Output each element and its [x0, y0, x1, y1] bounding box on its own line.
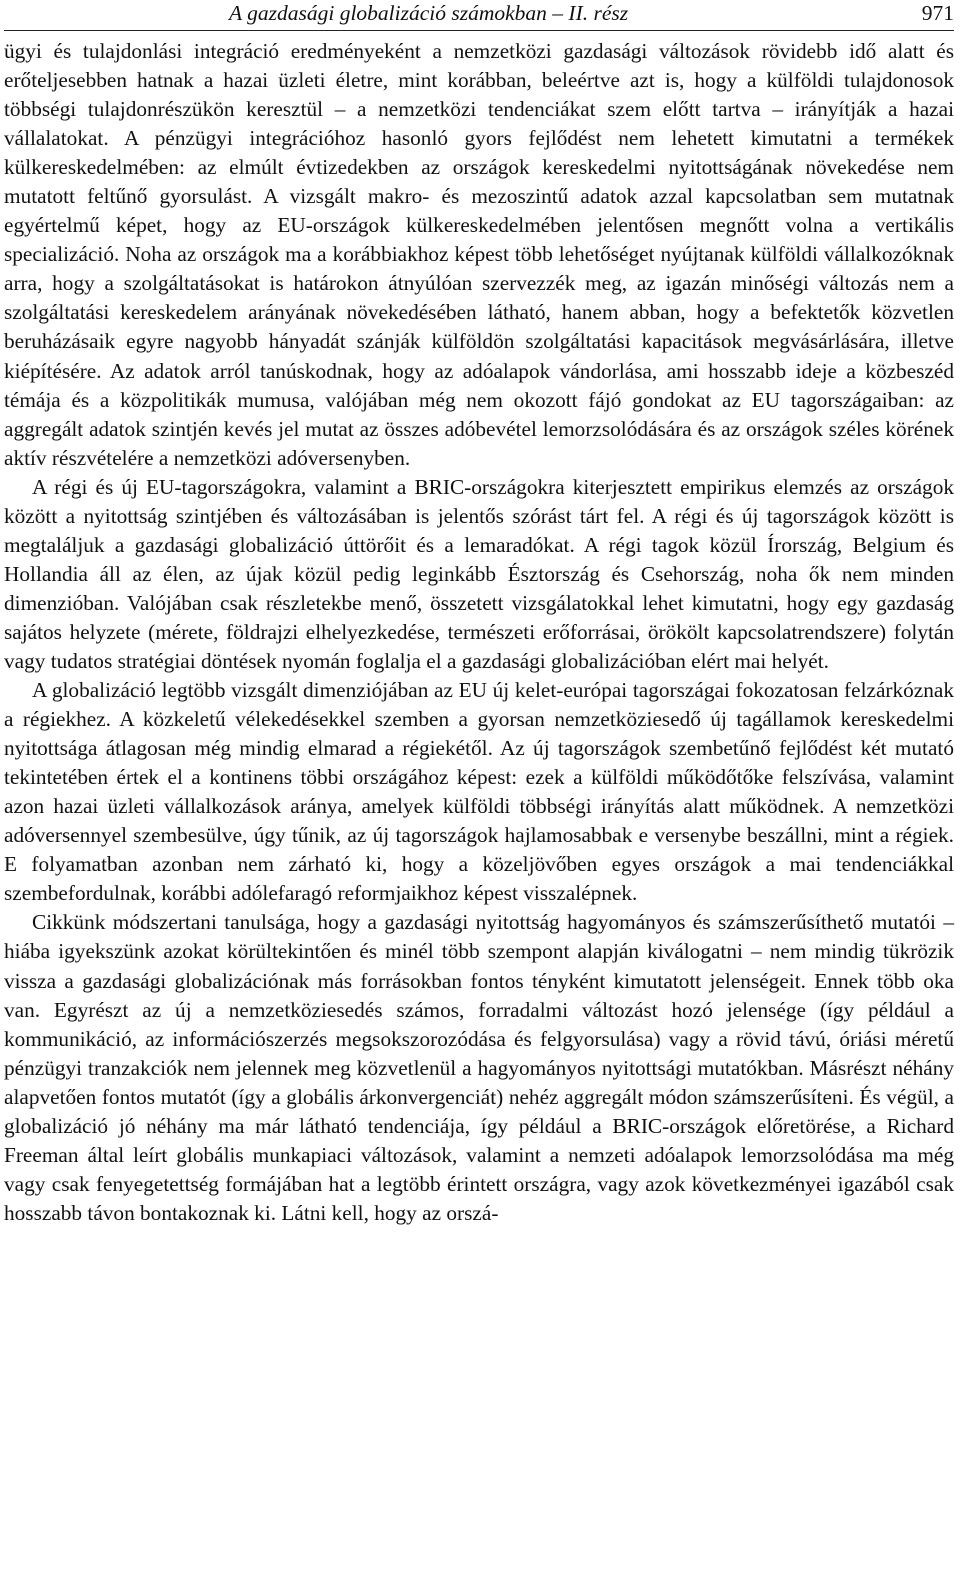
paragraph: A régi és új EU-tagországokra, valamint a BRIC-országokra kiterjesztett empirikus elemzés az országok között a nyitottság szintjében és változásában is jelentős szórást tárt fel. A régi és új tagországok között is megtaláljuk a gazdasági globalizáció úttörőit és a lemaradókat. A régi tagok közül Írország, Belgium és Hollandia áll az élen, az újak közül pedig leginkább Észtország és Csehország, noha ők nem minden dimenzióban. Valójában csak részletekbe menő, összetett vizsgálatokkal lehet kimutatni, hogy egy gazdaság sajátos helyzete (mérete, földrajzi elhelyezkedése, természeti erőforrásai, örökölt kapcsolatrendszere) folytán vagy tudatos stratégiai döntések nyomán foglalja el a gazdasági globalizációban elért mai helyét.: [4, 474, 954, 673]
running-header: [4, 0, 954, 31]
running-title: A gazdasági globalizáció számokban – II. rész: [229, 1, 629, 25]
paragraph-continued: ügyi és tulajdonlási integráció eredményeként a nemzetközi gazdasági változások rövidebb idő alatt és erőteljesebben hatnak a hazai üzleti életre, mint korábban, beleértve azt is, hogy a külföldi tulajdonosok többségi tulajdonrészükön keresztül – a nemzetközi tendenciákat szem előtt tartva – irányítják a hazai vállalatokat. A pénzügyi integrációhoz hasonló gyors fejlődést nem lehetett kimutatni a termékek külkereskedelmében: az elmúlt évtizedekben az országok kereskedelmi nyitottságának növekedése nem mutatott feltűnő gyorsulást. A vizsgált makro- és mezoszintű adatok azzal kapcsolatban sem mutatnak egyértelmű képet, hogy az EU-országok külkereskedelmében jelentősen megnőtt volna a vertikális specializáció. Noha az országok ma a korábbiakhoz képest több lehetőséget nyújtanak külföldi vállalkozóknak arra, hogy a szolgáltatásokat is határokon átnyúlóan szervezzék meg, az igazán minőségi változás nem a szolgáltatási kereskedelem arányának növekedésében látható, hanem abban, hogy a befektetők közvetlen beruházásaik egyre nagyobb hányadát szánják külföldön szolgáltatási kapacitások megvásárlására, illetve kiépítésére. Az adatok arról tanúskodnak, hogy az adóalapok vándorlása, ami hosszabb ideje a közbeszéd témája és a közpolitikák mumusa, valójában még nem okozott fájó gondokat az EU tagországaiban: az aggregált adatok szintjén kevés jel mutat az összes adóbevétel lemorzsolódására és az országok széles körének aktív részvételére a nemzetközi adóversenyben.: [4, 39, 954, 470]
paragraph: A globalizáció legtöbb vizsgált dimenziójában az EU új kelet-európai tagországai fokozatosan felzárkóznak a régiekhez. A közkeletű vélekedésekkel szemben a gyorsan nemzetköziesedő új tagállamok kereskedelmi nyitottsága átlagosan még mindig elmarad a régiekétől. Az új tagországok szembetűnő fejlődést két mutató tekintetében értek el a kontinens többi országához képest: ezek a külföldi működőtőke felszívása, valamint azon hazai üzleti vállalkozások aránya, amelyek külföldi többségi irányítás alatt működnek. A nemzetközi adóversennyel szembesülve, úgy tűnik, az új tagországok hajlamosabbak e versenybe beszállni, mint a régiek. E folyamatban azonban nem zárható ki, hogy a közeljövőben egyes országok a mai tendenciákkal szembefordulnak, korábbi adólefaragó reformjaikhoz képest visszalépnek.: [4, 678, 954, 906]
document-page: [4, 0, 954, 1228]
body-text: [4, 37, 954, 1228]
page-number: 971: [921, 1, 954, 25]
paragraph: Cikkünk módszertani tanulsága, hogy a gazdasági nyitottság hagyományos és számszerűsíthető mutatói – hiába igyekszünk azokat körültekintően és minél több szempont alapján kiválogatni – nem mindig tükrözik vissza a gazdasági globalizációnak más forrásokban fontos tényként kimutatott jelenségeit. Ennek több oka van. Egyrészt az új a nemzetköziesedés számos, forradalmi változást hozó jelensége (így például a kommunikáció, az információszerzés megsokszorozódása és felgyorsulása) vagy a rövid távú, óriási méretű pénzügyi tranzakciók nem jelennek meg közvetlenül a hagyományos nyitottsági mutatókban. Másrészt néhány alapvetően fontos mutatót (így a globális árkonvergenciát) nehéz aggregált módon számszerűsíteni. És végül, a globalizáció jó néhány ma már látható tendenciája, így például a BRIC-országok előretörése, a Richard Freeman által leírt globális munkapiaci változások, valamint a nemzeti adóalapok lemorzsolódása ma még vagy csak fenyegetettség formájában hat a legtöbb érintett országra, vagy azok következményei igazából csak hosszabb távon bontakoznak ki. Látni kell, hogy az orszá-: [4, 910, 954, 1225]
